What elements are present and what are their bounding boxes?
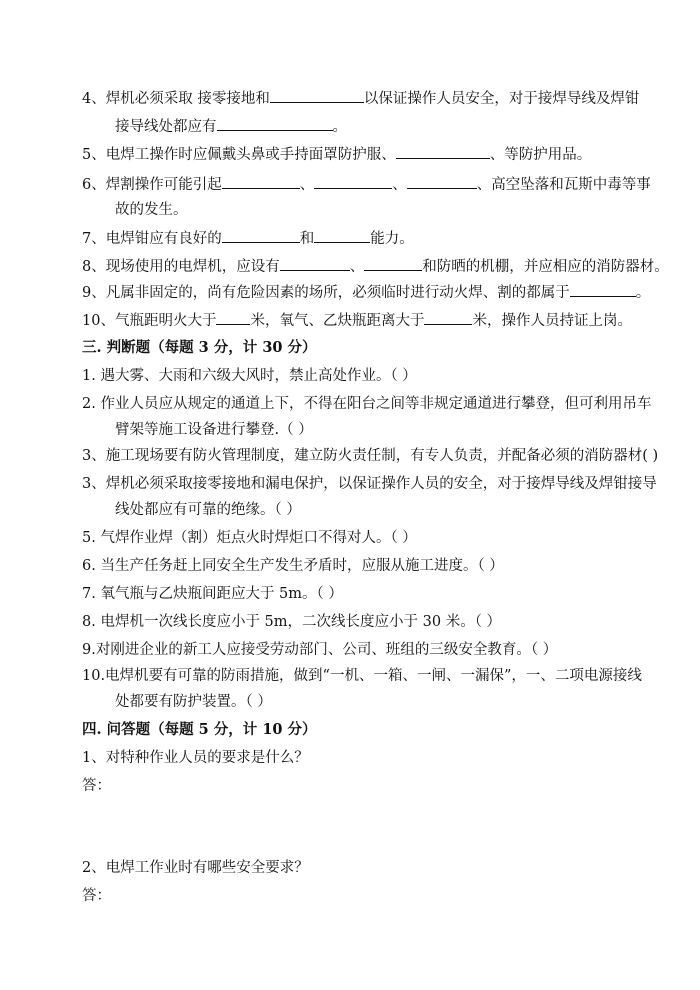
qa-question-1: 1、对特种作业人员的要求是什么？	[82, 750, 309, 766]
judge-item-9: 9.对刚进企业的新工人应接受劳动部门、公司、班组的三级安全教育。（ ）	[82, 642, 558, 658]
q6-text-3: 、	[392, 177, 407, 193]
q5-text-2: 、等防护用品。	[489, 147, 592, 163]
q8-text-2: 、	[349, 259, 365, 275]
q4-text-4: 。	[332, 119, 347, 135]
fill-question-6	[82, 174, 651, 195]
fill-question-10	[82, 310, 632, 331]
q4-blank-2[interactable]	[217, 116, 333, 131]
q6-blank-1[interactable]	[222, 174, 300, 189]
q6-text-1: 6、焊割操作可能引起	[82, 177, 222, 193]
q10-text-3: 米，操作人员持证上岗。	[472, 313, 632, 329]
q6-text-2: 、	[299, 177, 315, 193]
judge-item-3a: 3、施工现场要有防火管理制度，建立防火责任制，有专人负责，并配备必须的消防器材( )	[82, 448, 659, 464]
q7-text-2: 和	[299, 231, 315, 247]
judge-item-3b: 3、焊机必须采取接零接地和漏电保护，以保证操作人员的安全，对于接焊导线及焊钳接导	[82, 476, 657, 492]
section-4-heading: 四. 问答题（每题 5 分，计 10 分）	[82, 721, 317, 738]
judge-item-1: 1. 遇大雾、大雨和六级大风时，禁止高处作业。（ ）	[82, 368, 417, 384]
judge-item-10-cont: 处都要有防护装置。（ ）	[115, 694, 272, 710]
q9-text-2: 。	[635, 285, 651, 301]
fill-question-8	[82, 256, 669, 277]
q8-text-3: 和防晒的机棚，并应相应的消防器材。	[422, 259, 669, 275]
q7-text-1: 7、电焊钳应有良好的	[82, 231, 222, 247]
q8-blank-2[interactable]	[364, 256, 422, 271]
qa-answer-2-label: 答：	[82, 888, 111, 904]
q10-blank-1[interactable]	[216, 310, 250, 325]
q4-blank-1[interactable]	[270, 88, 364, 103]
judge-item-3b-cont: 线处都应有可靠的绝缘。（ ）	[115, 502, 301, 518]
q4-text-1: 4、焊机必须采取 接零接地和	[82, 91, 270, 107]
q8-blank-1[interactable]	[280, 256, 350, 271]
fill-question-5	[82, 144, 591, 165]
fill-question-6-cont	[115, 200, 188, 220]
judge-item-6: 6. 当生产任务赶上同安全生产发生矛盾时，应服从施工进度。（ ）	[82, 558, 504, 574]
qa-question-2: 2、电焊工作业时有哪些安全要求？	[82, 860, 309, 876]
fill-question-9	[82, 282, 650, 303]
q6-text-5: 故的发生。	[115, 202, 188, 218]
section-3-heading: 三. 判断题（每题 3 分，计 30 分）	[82, 339, 317, 356]
fill-question-4-cont	[115, 116, 347, 137]
judge-item-5: 5. 气焊作业焊（割）炬点火时焊炬口不得对人。（ ）	[82, 530, 417, 546]
judge-item-8: 8. 电焊机一次线长度应小于 5m，二次线长度应小于 30 米。（ ）	[82, 614, 502, 630]
q10-text-2: 米，氧气、乙炔瓶距离大于	[250, 313, 425, 329]
q6-blank-2[interactable]	[314, 174, 392, 189]
fill-question-7	[82, 228, 414, 249]
judge-item-7: 7. 氧气瓶与乙炔瓶间距应大于 5m。（ ）	[82, 586, 343, 602]
q8-text-1: 8、现场使用的电焊机，应设有	[82, 259, 280, 275]
fill-question-4	[82, 88, 639, 109]
q7-blank-2[interactable]	[314, 228, 370, 243]
judge-item-2: 2. 作业人员应从规定的通道上下，不得在阳台之间等非规定通道进行攀登，但可利用吊车	[82, 396, 652, 412]
q4-text-3: 接导线处都应有	[115, 119, 217, 135]
q6-blank-3[interactable]	[407, 174, 477, 189]
q5-blank-1[interactable]	[396, 144, 490, 159]
judge-item-2-cont: 臂架等施工设备进行攀登.（ ）	[115, 422, 313, 438]
q10-blank-2[interactable]	[424, 310, 472, 325]
q5-text-1: 5、电焊工操作时应佩戴头鼻或手持面罩防护服、	[82, 147, 396, 163]
q9-text-1: 9、凡属非固定的，尚有危险因素的场所，必须临时进行动火焊、割的都属于	[82, 285, 570, 301]
q10-text-1: 10、气瓶距明火大于	[82, 313, 217, 329]
q7-blank-1[interactable]	[222, 228, 300, 243]
q9-blank-1[interactable]	[570, 282, 636, 297]
q7-text-3: 能力。	[370, 231, 414, 247]
q6-text-4: 、高空坠落和瓦斯中毒等事	[476, 177, 651, 193]
q4-text-2: 以保证操作人员安全，对于接焊导线及焊钳	[363, 91, 640, 107]
qa-answer-1-label: 答：	[82, 778, 111, 794]
judge-item-10: 10.电焊机要有可靠的防雨措施，做到“一机、一箱、一闸、一漏保”，一、二项电源接线	[82, 668, 642, 684]
